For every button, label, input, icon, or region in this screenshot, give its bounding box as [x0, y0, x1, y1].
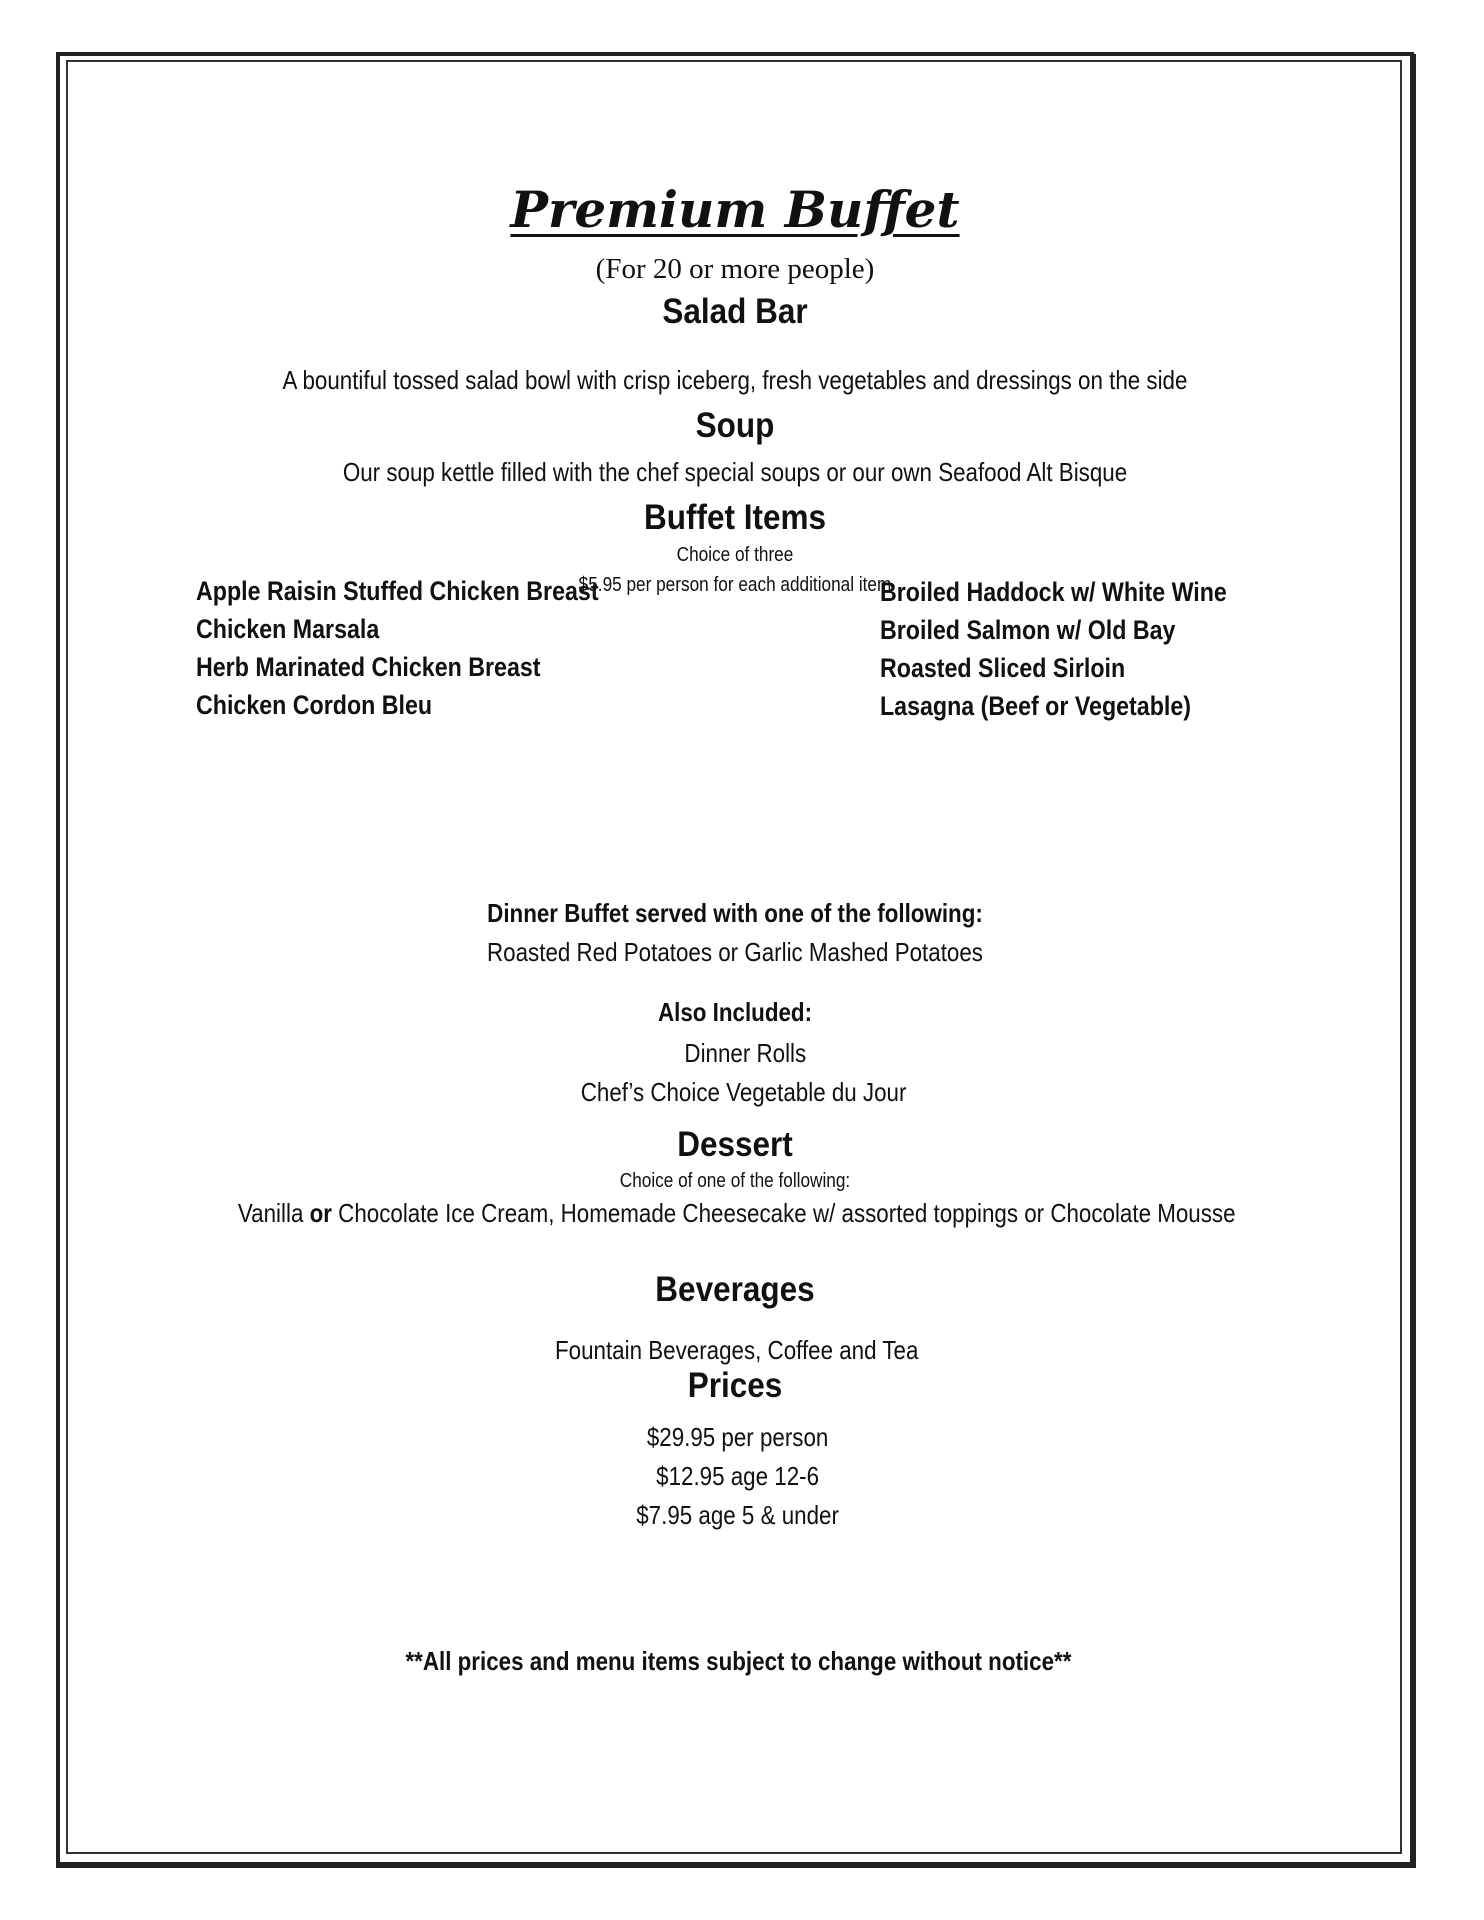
beverages-heading: Beverages	[655, 1270, 815, 1309]
menu-subtitle: (For 20 or more people)	[595, 253, 875, 285]
dinner-heading: Dinner Buffet served with one of the following:	[487, 898, 983, 928]
list-item: Apple Raisin Stuffed Chicken Breast	[196, 576, 599, 606]
soup-heading: Soup	[695, 406, 775, 445]
price-line: $12.95 age 12-6	[656, 1461, 820, 1491]
dessert-description-or: or	[309, 1198, 332, 1228]
page-border-shadow-bottom	[56, 1862, 1416, 1868]
buffet-items-right-column	[880, 573, 1227, 725]
buffet-items-heading: Buffet Items	[643, 498, 827, 537]
included-heading: Also Included:	[657, 997, 813, 1027]
dessert-note: Choice of one of the following:	[619, 1170, 851, 1192]
salad-bar-heading: Salad Bar	[662, 292, 808, 331]
buffet-items-note-additional: $5.95 per person for each additional item	[578, 574, 892, 596]
dessert-heading: Dessert	[677, 1125, 793, 1164]
dessert-description-part2: Chocolate Ice Cream, Homemade Cheesecake w/ assorted toppings or Chocolate Mousse	[331, 1198, 1236, 1228]
menu-title: Premium Buffet	[510, 180, 960, 239]
list-item: Chicken Marsala	[196, 614, 380, 644]
list-item: Roasted Sliced Sirloin	[880, 653, 1126, 683]
dinner-options: Roasted Red Potatoes or Garlic Mashed Potatoes	[487, 937, 983, 967]
page-border-shadow-right	[1410, 54, 1416, 1866]
dessert-description	[163, 1198, 1307, 1229]
prices-heading: Prices	[687, 1366, 783, 1405]
price-line: $29.95 per person	[646, 1422, 829, 1452]
salad-bar-description: A bountiful tossed salad bowl with crisp iceberg, fresh vegetables and dressings on the side	[282, 365, 1188, 395]
included-item: Chef’s Choice Vegetable du Jour	[580, 1077, 907, 1107]
list-item: Lasagna (Beef or Vegetable)	[880, 691, 1191, 721]
buffet-items-left-column	[196, 572, 599, 724]
list-item: Broiled Haddock w/ White Wine	[880, 577, 1227, 607]
dessert-description-part1: Vanilla	[237, 1198, 310, 1228]
list-item: Herb Marinated Chicken Breast	[196, 652, 541, 682]
buffet-items-note-choice: Choice of three	[676, 544, 794, 566]
list-item: Broiled Salmon w/ Old Bay	[880, 615, 1176, 645]
soup-description: Our soup kettle filled with the chef special soups or our own Seafood Alt Bisque	[342, 457, 1128, 487]
list-item: Chicken Cordon Bleu	[196, 690, 433, 720]
beverages-description: Fountain Beverages, Coffee and Tea	[555, 1335, 919, 1365]
price-line: $7.95 age 5 & under	[636, 1500, 839, 1530]
included-item: Dinner Rolls	[684, 1038, 807, 1068]
disclaimer: **All prices and menu items subject to change without notice**	[405, 1646, 1072, 1676]
